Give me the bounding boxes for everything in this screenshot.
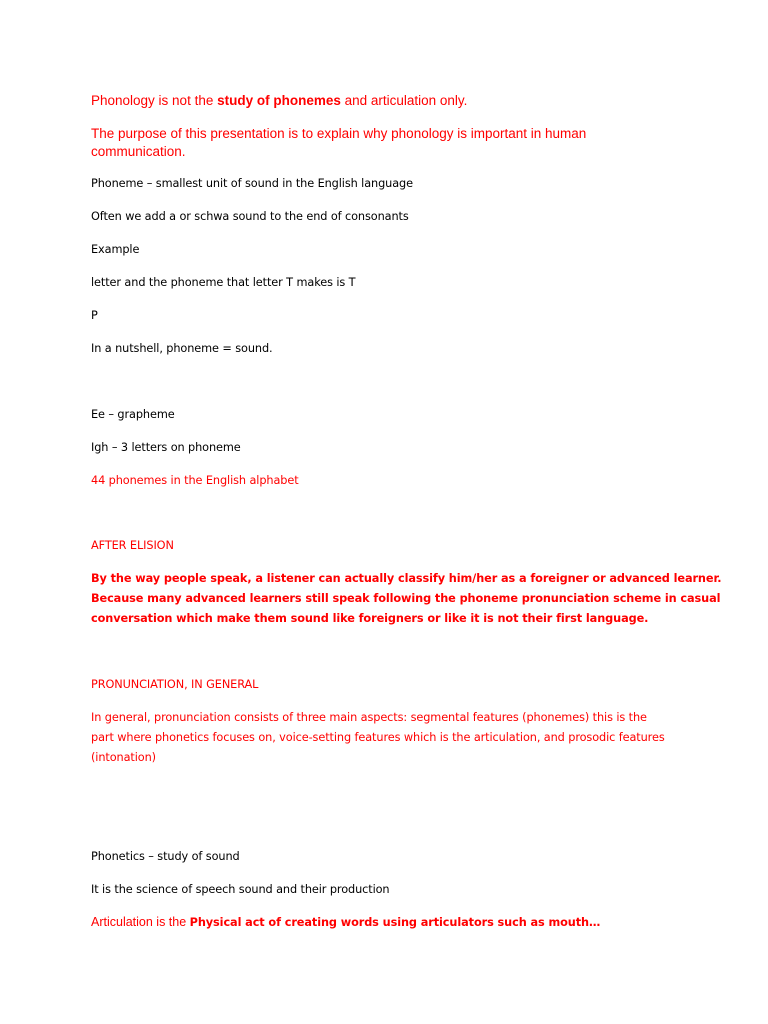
- articulation-description: Physical act of creating words using articulators such as mouth…: [189, 916, 601, 929]
- intro-paragraph: [91, 92, 688, 110]
- pronunciation-line-3: (intonation): [91, 751, 156, 764]
- after-elision-line-2: Because many advanced learners still speak following the phoneme pronunciation scheme in casual: [91, 592, 721, 605]
- articulation-term: Articulation is the: [91, 915, 190, 929]
- igh-note: Igh – 3 letters on phoneme: [91, 441, 241, 454]
- after-elision-line-3: conversation which make them sound like foreigners or like it is not their first language.: [91, 612, 649, 625]
- phoneme-definition: Phoneme – smallest unit of sound in the English language: [91, 177, 413, 190]
- example-label: Example: [91, 243, 140, 256]
- after-elision-line-1: By the way people speak, a listener can actually classify him/her as a foreigner or advanced learner.: [91, 572, 722, 585]
- phonetics-definition: Phonetics – study of sound: [91, 850, 240, 863]
- intro-emphasis: study of phonemes: [217, 93, 341, 108]
- intro-text-start: Phonology is not the: [91, 93, 218, 108]
- purpose-line-2: communication.: [91, 144, 186, 159]
- letter-p-example: P: [91, 309, 98, 322]
- grapheme-note: Ee – grapheme: [91, 408, 175, 421]
- schwa-note: Often we add a or schwa sound to the end of consonants: [91, 210, 409, 223]
- phoneme-count: 44 phonemes in the English alphabet: [91, 474, 299, 487]
- purpose-line-1: The purpose of this presentation is to explain why phonology is important in human: [91, 126, 587, 141]
- after-elision-heading: AFTER ELISION: [91, 539, 174, 552]
- pronunciation-heading: PRONUNCIATION, IN GENERAL: [91, 678, 259, 691]
- pronunciation-line-1: In general, pronunciation consists of three main aspects: segmental features (phonemes) this is the: [91, 711, 647, 724]
- nutshell-summary: In a nutshell, phoneme = sound.: [91, 342, 273, 355]
- pronunciation-line-2: part where phonetics focuses on, voice-setting features which is the articulation, and prosodic features: [91, 731, 665, 744]
- phonetics-science: It is the science of speech sound and their production: [91, 883, 390, 896]
- letter-t-example: letter and the phoneme that letter T makes is T: [91, 276, 356, 289]
- articulation-definition: [91, 913, 688, 933]
- intro-text-end: and articulation only.: [340, 93, 468, 108]
